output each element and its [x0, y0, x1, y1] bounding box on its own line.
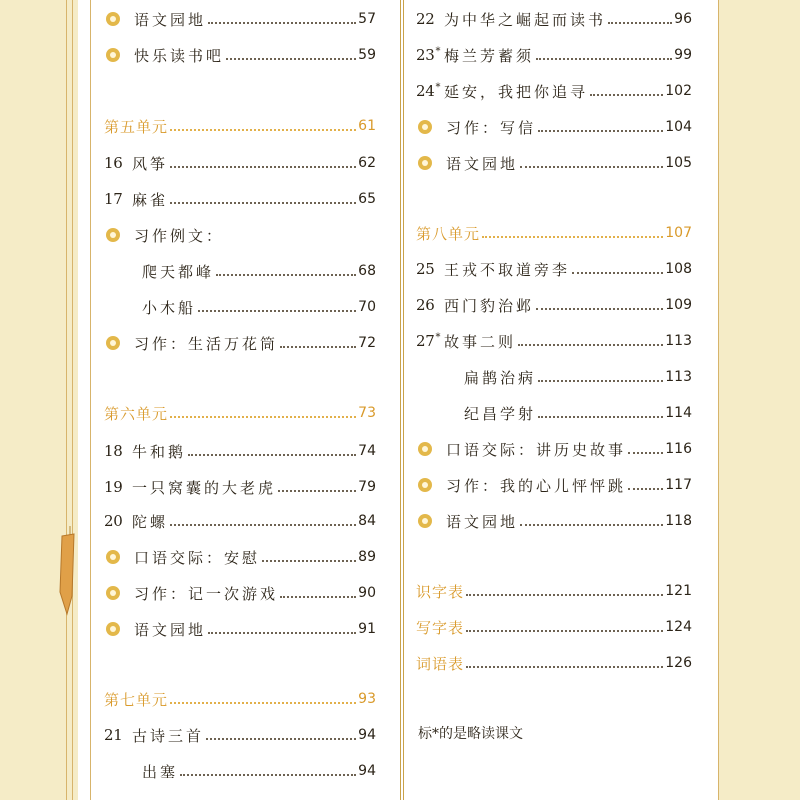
dot-leader: [520, 166, 663, 168]
bullet-icon: [106, 550, 120, 564]
entry-title: 出塞: [142, 762, 179, 781]
entry-title: 扁鹊治病: [464, 368, 537, 387]
toc-sub-entry[interactable]: [464, 400, 692, 426]
page-number: 65: [358, 191, 376, 207]
page-number: 74: [358, 443, 376, 459]
page-number: 118: [665, 513, 692, 529]
dot-leader: [226, 58, 356, 60]
page-number: 117: [665, 477, 692, 493]
page-number: 116: [665, 441, 692, 457]
toc-appendix-entry[interactable]: [416, 578, 692, 604]
bookmark-ribbon-icon: [58, 526, 76, 616]
page-number: 94: [358, 763, 376, 779]
toc-sub-entry[interactable]: [142, 258, 376, 284]
page-number: 94: [358, 727, 376, 743]
entry-title: 习作：我的心儿怦怦跳: [446, 476, 627, 495]
page-number: 91: [358, 621, 376, 637]
toc-entry[interactable]: [104, 150, 376, 176]
toc-entry[interactable]: [104, 186, 376, 212]
dot-leader: [280, 596, 356, 598]
dot-leader: [206, 738, 356, 740]
lesson-number: 18: [104, 442, 123, 460]
entry-title: 牛和鹅: [132, 442, 187, 461]
dot-leader: [520, 524, 663, 526]
toc-entry[interactable]: [418, 150, 692, 176]
entry-title: 故事二则: [444, 332, 517, 351]
dot-leader: [278, 490, 356, 492]
page-number: 113: [665, 333, 692, 349]
footnote: 标*的是略读课文: [418, 726, 523, 742]
bullet-icon: [106, 622, 120, 636]
dot-leader: [208, 632, 356, 634]
dot-leader: [170, 416, 356, 418]
bullet-icon: [418, 120, 432, 134]
toc-entry[interactable]: [104, 508, 376, 534]
toc-entry[interactable]: [416, 328, 692, 354]
dot-leader: [198, 310, 356, 312]
border-line: [72, 0, 73, 800]
dot-leader: [536, 308, 663, 310]
page-number: 108: [665, 261, 692, 277]
page-number: 124: [665, 619, 692, 635]
dot-leader: [628, 488, 663, 490]
toc-entry[interactable]: [416, 78, 692, 104]
dot-leader: [216, 274, 356, 276]
entry-title: 习作例文：: [134, 226, 225, 245]
entry-title: 习作：写信: [446, 118, 537, 137]
dot-leader: [170, 166, 356, 168]
entry-title: 习作：生活万花筒: [134, 334, 279, 353]
dot-leader: [466, 666, 663, 668]
toc-entry[interactable]: [416, 256, 692, 282]
toc-entry[interactable]: [416, 42, 692, 68]
page-number: 70: [358, 299, 376, 315]
page-number: 113: [665, 369, 692, 385]
page-number: 109: [665, 297, 692, 313]
bullet-icon: [106, 336, 120, 350]
toc-unit-heading[interactable]: [104, 113, 376, 139]
page-number: 61: [358, 118, 376, 134]
entry-title: 第五单元: [104, 117, 169, 136]
dot-leader: [208, 22, 356, 24]
entry-title: 识字表: [416, 582, 465, 601]
bullet-icon: [418, 442, 432, 456]
lesson-number: 16: [104, 154, 123, 172]
dot-leader: [170, 129, 356, 131]
toc-sub-entry[interactable]: [142, 758, 376, 784]
lesson-number: 26: [416, 296, 435, 314]
entry-title: 语文园地: [134, 620, 207, 639]
dot-leader: [170, 524, 356, 526]
dot-leader: [536, 58, 672, 60]
bullet-icon: [418, 156, 432, 170]
toc-unit-heading[interactable]: [416, 220, 692, 246]
page-number: 121: [665, 583, 692, 599]
page-number: 89: [358, 549, 376, 565]
toc-entry[interactable]: [104, 722, 376, 748]
toc-entry[interactable]: [106, 544, 376, 570]
toc-entry[interactable]: [418, 114, 692, 140]
dot-leader: [180, 774, 356, 776]
dot-leader: [262, 560, 356, 562]
entry-title: 小木船: [142, 298, 197, 317]
page-number: 93: [358, 691, 376, 707]
dot-leader: [608, 22, 672, 24]
entry-title: 口语交际：安慰: [134, 548, 261, 567]
column-divider: [400, 0, 404, 800]
page-number: 99: [674, 47, 692, 63]
page-number: 62: [358, 155, 376, 171]
entry-title: 口语交际：讲历史故事: [446, 440, 627, 459]
dot-leader: [280, 346, 356, 348]
toc-entry[interactable]: [106, 6, 376, 32]
page-number: 84: [358, 513, 376, 529]
lesson-number: 23*: [416, 46, 441, 64]
toc-entry[interactable]: [106, 580, 376, 606]
bullet-icon: [106, 48, 120, 62]
entry-title: 王戎不取道旁李: [444, 260, 571, 279]
entry-title: 语文园地: [446, 512, 519, 531]
lesson-number: 27*: [416, 332, 441, 350]
dot-leader: [466, 594, 663, 596]
dot-leader: [572, 272, 663, 274]
dot-leader: [538, 130, 663, 132]
page-number: 79: [358, 479, 376, 495]
page-number: 57: [358, 11, 376, 27]
toc-entry[interactable]: [418, 472, 692, 498]
page-number: 105: [665, 155, 692, 171]
toc-entry[interactable]: [106, 616, 376, 642]
dot-leader: [482, 236, 663, 238]
dot-leader: [188, 454, 356, 456]
bullet-icon: [106, 12, 120, 26]
entry-title: 梅兰芳蓄须: [444, 46, 535, 65]
bullet-icon: [106, 228, 120, 242]
lesson-number: 21: [104, 726, 123, 744]
entry-title: 写字表: [416, 618, 465, 637]
border-line: [718, 0, 719, 800]
entry-title: 第八单元: [416, 224, 481, 243]
toc-sub-entry[interactable]: [464, 364, 692, 390]
page-number: 96: [674, 11, 692, 27]
entry-title: 风筝: [132, 154, 169, 173]
toc-entry[interactable]: [104, 474, 376, 500]
entry-title: 词语表: [416, 654, 465, 673]
entry-title: 快乐读书吧: [134, 46, 225, 65]
toc-entry[interactable]: [418, 508, 692, 534]
toc-entry[interactable]: [106, 330, 376, 356]
page-number: 59: [358, 47, 376, 63]
page-number: 90: [358, 585, 376, 601]
page-number: 102: [665, 83, 692, 99]
toc-unit-heading[interactable]: [104, 686, 376, 712]
entry-title: 习作：记一次游戏: [134, 584, 279, 603]
page-number: 72: [358, 335, 376, 351]
dot-leader: [628, 452, 663, 454]
border-line: [66, 0, 67, 800]
page-number: 114: [665, 405, 692, 421]
bullet-icon: [418, 478, 432, 492]
lesson-number: 17: [104, 190, 123, 208]
entry-title: 语文园地: [134, 10, 207, 29]
dot-leader: [170, 202, 356, 204]
dot-leader: [170, 702, 356, 704]
entry-title: 延安，我把你追寻: [444, 82, 589, 101]
page-number: 73: [358, 405, 376, 421]
bullet-icon: [418, 514, 432, 528]
toc-unit-heading[interactable]: [104, 400, 376, 426]
border-line: [90, 0, 91, 800]
entry-title: 为中华之崛起而读书: [444, 10, 607, 29]
lesson-number: 24*: [416, 82, 441, 100]
lesson-number: 20: [104, 512, 123, 530]
page-number: 104: [665, 119, 692, 135]
toc-entry[interactable]: [104, 438, 376, 464]
entry-title: 纪昌学射: [464, 404, 537, 423]
toc-appendix-entry[interactable]: [416, 614, 692, 640]
entry-title: 陀螺: [132, 512, 169, 531]
entry-title: 爬天都峰: [142, 262, 215, 281]
lesson-number: 22: [416, 10, 435, 28]
entry-title: 第六单元: [104, 404, 169, 423]
toc-appendix-entry[interactable]: [416, 650, 692, 676]
entry-title: 第七单元: [104, 690, 169, 709]
dot-leader: [466, 630, 663, 632]
toc-entry[interactable]: [106, 42, 376, 68]
dot-leader: [590, 94, 663, 96]
entry-title: 西门豹治邺: [444, 296, 535, 315]
page-number: 107: [665, 225, 692, 241]
entry-title: 麻雀: [132, 190, 169, 209]
dot-leader: [538, 416, 663, 418]
page-number: 126: [665, 655, 692, 671]
toc-entry[interactable]: [416, 292, 692, 318]
entry-title: 语文园地: [446, 154, 519, 173]
lesson-number: 19: [104, 478, 123, 496]
page-number: 68: [358, 263, 376, 279]
toc-sub-entry[interactable]: [142, 294, 376, 320]
entry-title: 一只窝囊的大老虎: [132, 478, 277, 497]
dot-leader: [518, 344, 663, 346]
dot-leader: [538, 380, 663, 382]
toc-entry[interactable]: [106, 222, 376, 248]
bullet-icon: [106, 586, 120, 600]
toc-entry[interactable]: [418, 436, 692, 462]
lesson-number: 25: [416, 260, 435, 278]
toc-entry[interactable]: [416, 6, 692, 32]
entry-title: 古诗三首: [132, 726, 205, 745]
